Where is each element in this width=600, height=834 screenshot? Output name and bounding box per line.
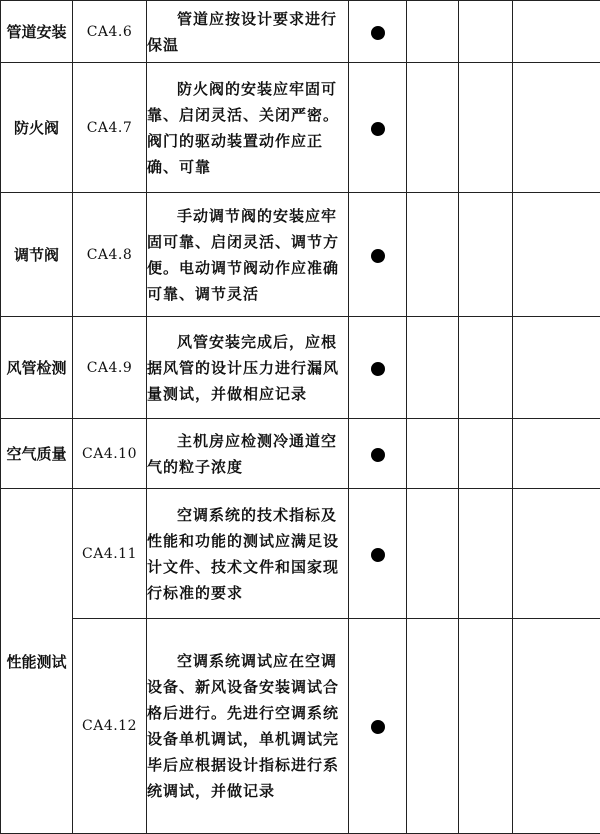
filled-dot-icon (371, 122, 385, 136)
mark-cell (349, 193, 407, 317)
code-cell: CA4.10 (73, 419, 147, 489)
empty-cell (459, 1, 513, 63)
table-row (1, 193, 600, 317)
empty-cell (459, 193, 513, 317)
table-row (1, 317, 600, 419)
empty-cell (513, 63, 600, 193)
filled-dot-icon (371, 720, 385, 734)
filled-dot-icon (371, 362, 385, 376)
empty-cell (459, 489, 513, 619)
mark-cell (349, 419, 407, 489)
empty-cell (459, 63, 513, 193)
code-cell: CA4.8 (73, 193, 147, 317)
code-cell: CA4.11 (73, 489, 147, 619)
category-cell: 空气质量 (1, 419, 73, 489)
mark-cell (349, 63, 407, 193)
requirement-cell: 空调系统调试应在空调设备、新风设备安装调试合格后进行。先进行空调系统设备单机调试，单机调试完毕后应根据设计指标进行系统调试，并做记录 (147, 619, 349, 834)
empty-cell (513, 489, 600, 619)
empty-cell (513, 419, 600, 489)
mark-cell (349, 489, 407, 619)
empty-cell (407, 193, 459, 317)
requirement-cell: 手动调节阀的安装应牢固可靠、启闭灵活、调节方便。电动调节阀动作应准确可靠、调节灵活 (147, 193, 349, 317)
filled-dot-icon (371, 249, 385, 263)
empty-cell (407, 489, 459, 619)
filled-dot-icon (371, 448, 385, 462)
table-row (1, 489, 600, 619)
empty-cell (407, 63, 459, 193)
code-cell: CA4.6 (73, 1, 147, 63)
empty-cell (513, 193, 600, 317)
empty-cell (459, 619, 513, 834)
table-row (1, 63, 600, 193)
empty-cell (513, 317, 600, 419)
code-cell: CA4.7 (73, 63, 147, 193)
category-cell: 防火阀 (1, 63, 73, 193)
table-row (1, 1, 600, 63)
category-cell: 调节阀 (1, 193, 73, 317)
empty-cell (407, 419, 459, 489)
requirement-cell: 风管安装完成后，应根据风管的设计压力进行漏风量测试，并做相应记录 (147, 317, 349, 419)
empty-cell (513, 1, 600, 63)
requirement-cell: 防火阀的安装应牢固可靠、启闭灵活、关闭严密。阀门的驱动装置动作应正确、可靠 (147, 63, 349, 193)
category-cell: 性能测试 (1, 489, 73, 834)
mark-cell (349, 1, 407, 63)
mark-cell (349, 619, 407, 834)
requirement-cell: 空调系统的技术指标及性能和功能的测试应满足设计文件、技术文件和国家现行标准的要求 (147, 489, 349, 619)
table-row (1, 419, 600, 489)
category-cell: 管道安装 (1, 1, 73, 63)
empty-cell (407, 1, 459, 63)
empty-cell (513, 619, 600, 834)
mark-cell (349, 317, 407, 419)
table-row (1, 619, 600, 834)
requirement-cell: 管道应按设计要求进行保温 (147, 1, 349, 63)
code-cell: CA4.9 (73, 317, 147, 419)
empty-cell (459, 419, 513, 489)
requirement-cell: 主机房应检测冷通道空气的粒子浓度 (147, 419, 349, 489)
code-cell: CA4.12 (73, 619, 147, 834)
empty-cell (459, 317, 513, 419)
filled-dot-icon (371, 26, 385, 40)
category-cell: 风管检测 (1, 317, 73, 419)
filled-dot-icon (371, 548, 385, 562)
empty-cell (407, 619, 459, 834)
empty-cell (407, 317, 459, 419)
